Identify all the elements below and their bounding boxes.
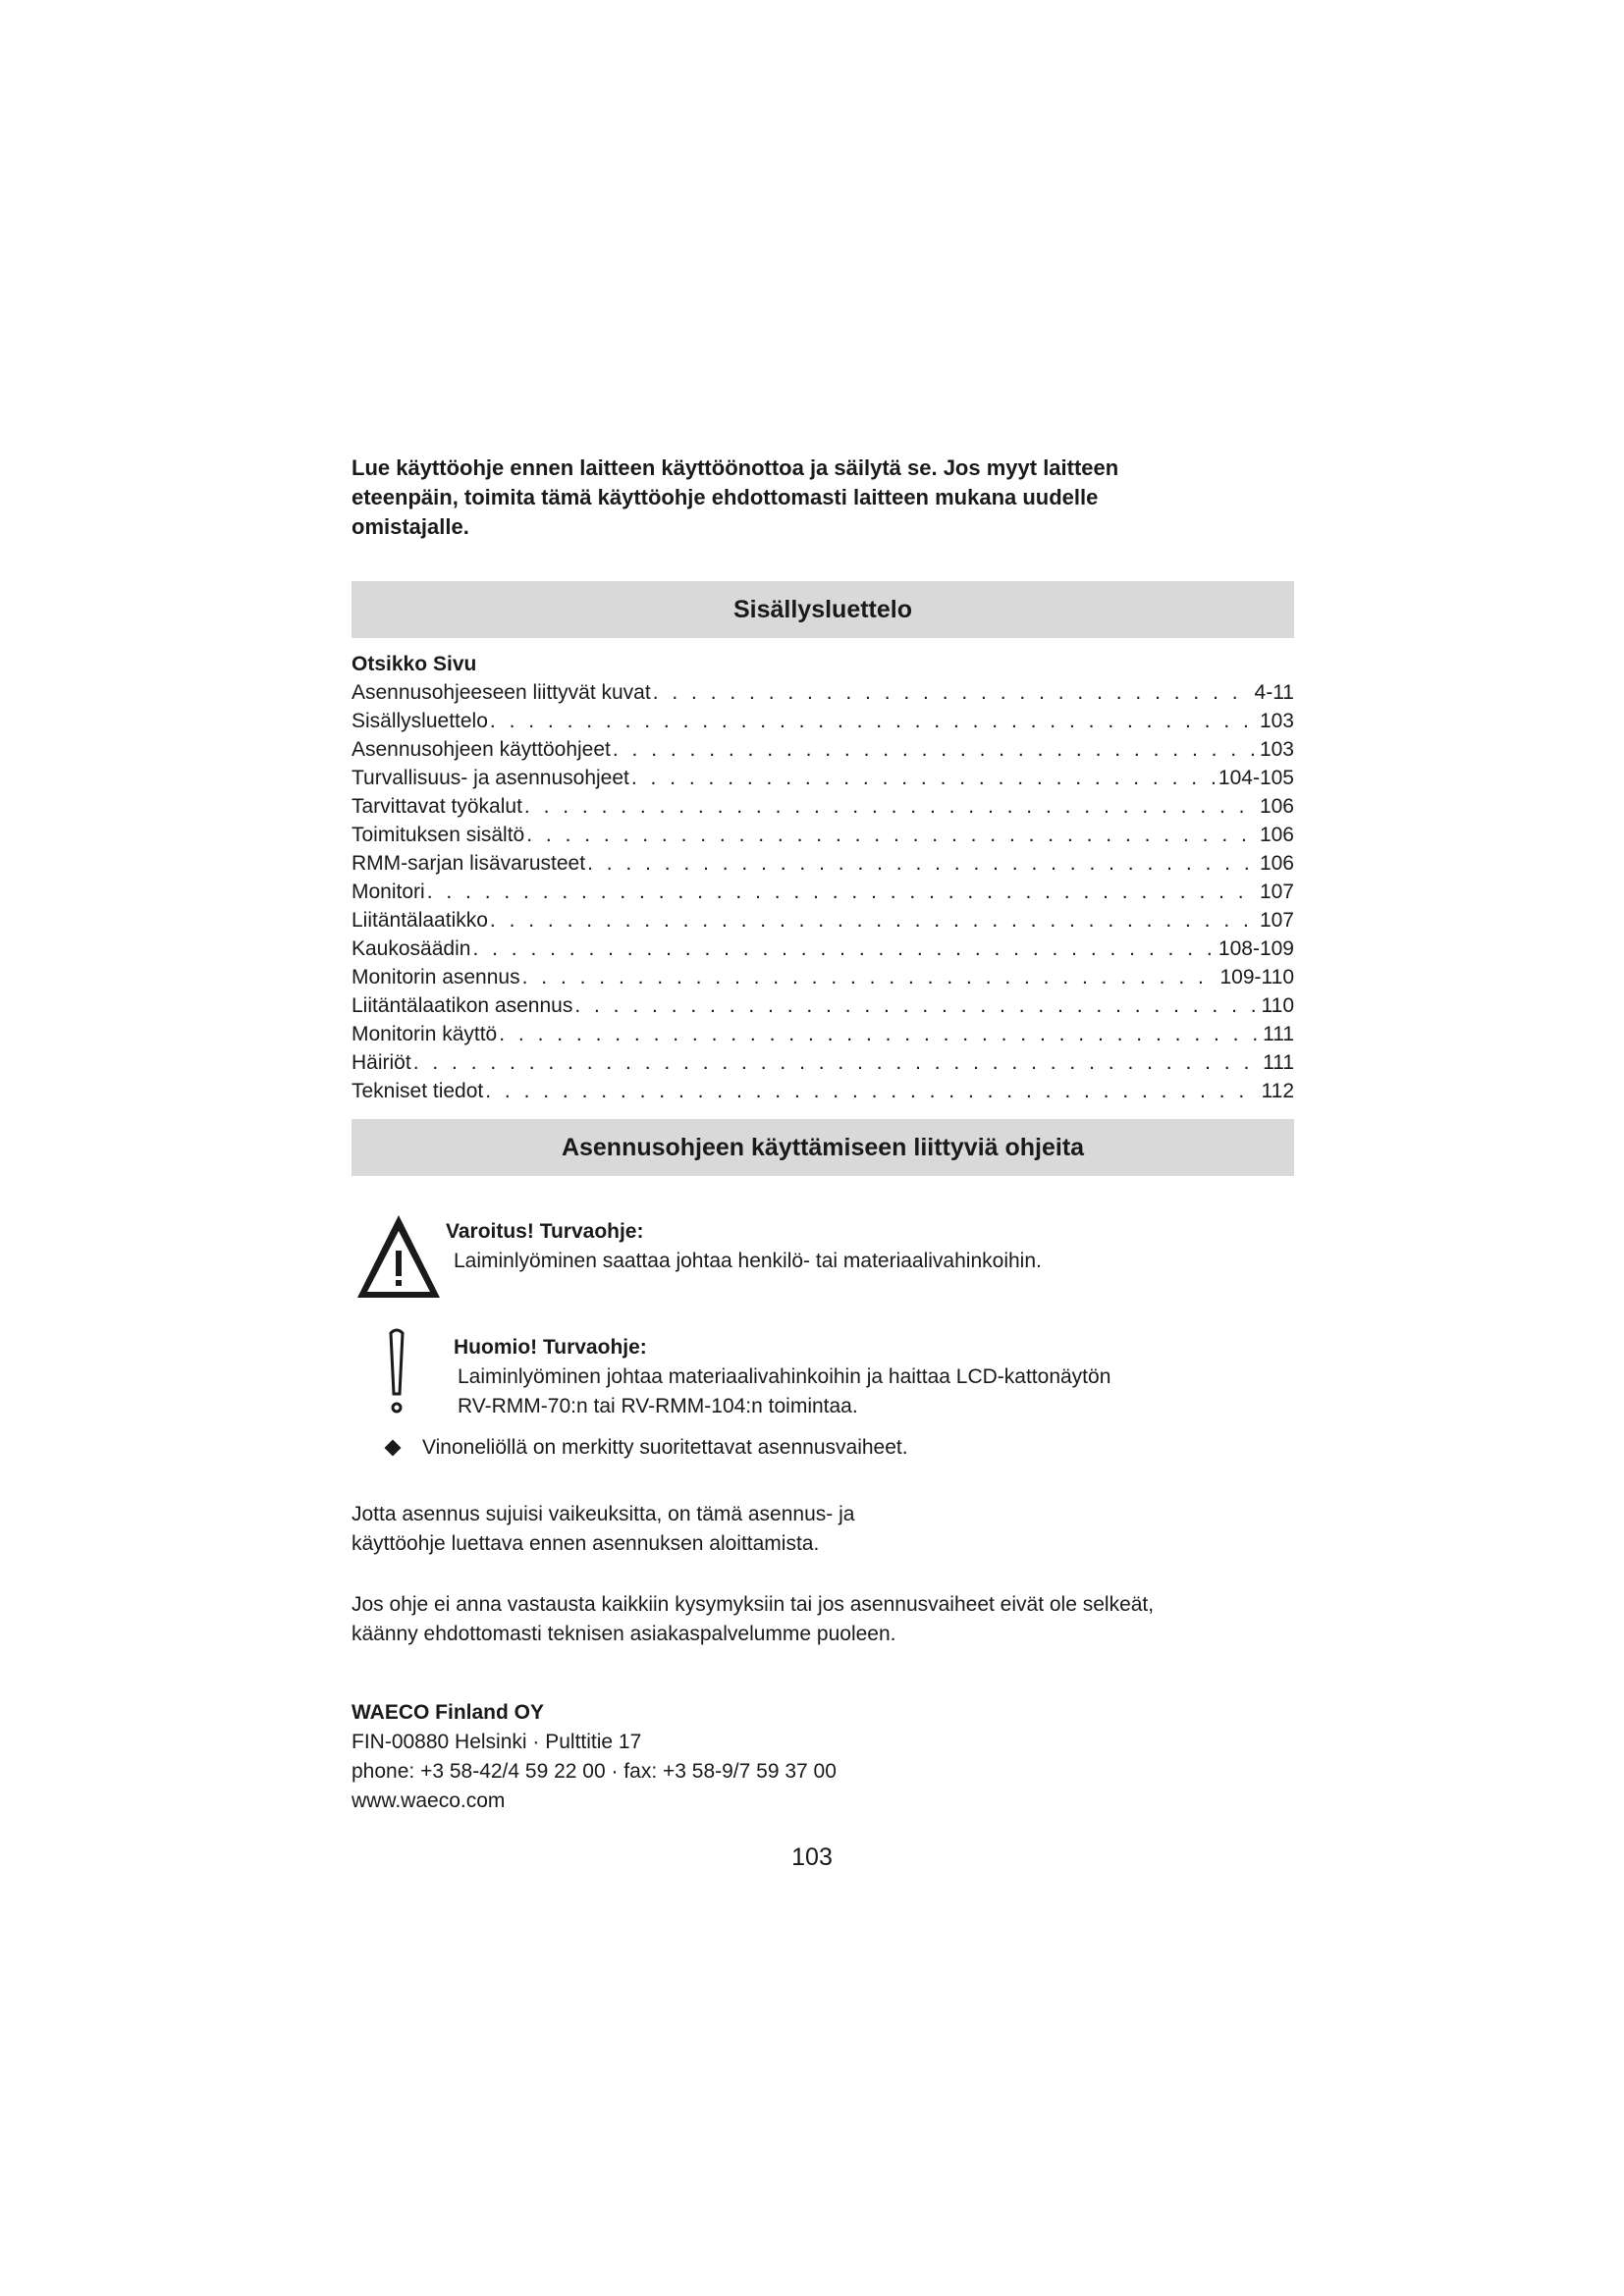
toc-entry	[352, 849, 1294, 878]
company-phone-fax: phone: +3 58-42/4 59 22 00 · fax: +3 58-9/7 59 37 00	[352, 1760, 837, 1783]
warning-notice	[352, 1211, 1294, 1306]
toc-entry	[352, 678, 1294, 707]
toc-header-title: Otsikko	[352, 653, 428, 675]
toc-dot-leader	[631, 764, 1217, 792]
toc-entry-title: Kaukosäädin	[352, 937, 471, 960]
intro-paragraph	[352, 454, 1294, 542]
toc-entry-title: Tarvittavat työkalut	[352, 795, 522, 818]
toc-entry-page: 107	[1259, 909, 1294, 932]
toc-dot-leader	[587, 849, 1258, 878]
toc-entry-page: 104-105	[1218, 767, 1294, 789]
toc-header-page: Sivu	[433, 653, 477, 675]
warning-title: Varoitus! Turvaohje:	[446, 1220, 644, 1243]
toc-entry-title: Häiriöt	[352, 1051, 411, 1074]
diamond-bullet-icon	[385, 1440, 402, 1457]
toc-entry	[352, 707, 1294, 735]
toc-dot-leader	[499, 1020, 1261, 1048]
toc-dot-leader	[574, 991, 1259, 1020]
toc-entry	[352, 1048, 1294, 1077]
warning-text-block	[446, 1217, 1042, 1276]
toc-dot-leader	[490, 906, 1258, 934]
toc-entry-page: 103	[1259, 738, 1294, 761]
step-legend	[352, 1433, 1294, 1463]
caution-text-block	[454, 1333, 1110, 1421]
toc-dot-leader	[524, 792, 1258, 821]
paragraph-line: Jotta asennus sujuisi vaikeuksitta, on tämä asennus- ja	[352, 1503, 855, 1525]
toc-dot-leader	[413, 1048, 1261, 1077]
toc-dot-leader	[653, 678, 1253, 707]
toc-dot-leader	[490, 707, 1258, 735]
toc-entry-title: Monitorin käyttö	[352, 1023, 498, 1045]
toc-entry	[352, 934, 1294, 963]
toc-entry-page: 111	[1263, 1023, 1294, 1045]
toc-entry	[352, 1020, 1294, 1048]
toc-dot-leader	[613, 735, 1258, 764]
paragraph	[352, 1590, 1294, 1649]
toc-entry-page: 108-109	[1218, 937, 1294, 960]
page-number: 103	[791, 1843, 833, 1871]
contact-block	[352, 1698, 1294, 1816]
toc-entry-title: Asennusohjeeseen liittyvät kuvat	[352, 681, 651, 704]
toc-entry-page: 110	[1261, 994, 1294, 1017]
toc-entry-page: 112	[1261, 1080, 1294, 1102]
toc-entry	[352, 906, 1294, 934]
paragraph	[352, 1500, 1294, 1559]
caution-text-line: RV-RMM-70:n tai RV-RMM-104:n toimintaa.	[458, 1395, 858, 1417]
toc-entry-title: Liitäntälaatikko	[352, 909, 488, 932]
toc-entry-page: 107	[1259, 881, 1294, 903]
toc-dot-leader	[427, 878, 1258, 906]
paragraph-line: Jos ohje ei anna vastausta kaikkiin kysymyksiin tai jos asennusvaiheet eivät ole selkeät,	[352, 1593, 1155, 1616]
toc-heading: Sisällysluettelo	[352, 581, 1294, 638]
toc-entry-title: Liitäntälaatikon asennus	[352, 994, 573, 1017]
toc-column-header	[352, 650, 1294, 678]
toc-entry-page: 109-110	[1219, 966, 1294, 988]
toc-entry	[352, 792, 1294, 821]
toc-entry-title: Monitori	[352, 881, 425, 903]
toc-entry	[352, 764, 1294, 792]
table-of-contents	[352, 650, 1294, 1105]
toc-dot-leader	[485, 1077, 1259, 1105]
toc-entry	[352, 963, 1294, 991]
toc-entry	[352, 735, 1294, 764]
usage-heading: Asennusohjeen käyttämiseen liittyviä ohjeita	[352, 1119, 1294, 1176]
intro-line: Lue käyttöohje ennen laitteen käyttöönottoa ja säilytä se. Jos myyt laitteen	[352, 455, 1119, 480]
warning-text: Laiminlyöminen saattaa johtaa henkilö- tai materiaalivahinkoihin.	[454, 1250, 1042, 1272]
warning-triangle-icon	[353, 1211, 444, 1302]
toc-dot-leader	[522, 963, 1218, 991]
toc-entry-page: 106	[1259, 852, 1294, 875]
toc-entry-page: 103	[1259, 710, 1294, 732]
toc-entry-title: Sisällysluettelo	[352, 710, 488, 732]
toc-entry-title: RMM-sarjan lisävarusteet	[352, 852, 586, 875]
company-website: www.waeco.com	[352, 1789, 506, 1812]
toc-entry-page: 4-11	[1254, 681, 1294, 704]
toc-entry-title: Asennusohjeen käyttöohjeet	[352, 738, 611, 761]
company-name: WAECO Finland OY	[352, 1701, 545, 1724]
paragraph-line: käänny ehdottomasti teknisen asiakaspalvelumme puoleen.	[352, 1623, 896, 1645]
toc-entry-page: 106	[1259, 795, 1294, 818]
toc-dot-leader	[526, 821, 1258, 849]
toc-entry	[352, 991, 1294, 1020]
document-page	[352, 454, 1294, 1816]
intro-line: eteenpäin, toimita tämä käyttöohje ehdottomasti laitteen mukana uudelle	[352, 485, 1099, 509]
toc-entry	[352, 821, 1294, 849]
toc-entry-title: Toimituksen sisältö	[352, 824, 525, 846]
caution-notice	[352, 1327, 1294, 1425]
toc-entry-title: Tekniset tiedot	[352, 1080, 484, 1102]
toc-entry	[352, 1077, 1294, 1105]
paragraph-line: käyttöohje luettava ennen asennuksen aloittamista.	[352, 1532, 820, 1555]
caution-text-line: Laiminlyöminen johtaa materiaalivahinkoihin ja haittaa LCD-kattonäytön	[458, 1365, 1111, 1388]
toc-entries	[352, 678, 1294, 1105]
toc-entry-page: 111	[1263, 1051, 1294, 1074]
toc-entry	[352, 878, 1294, 906]
intro-line: omistajalle.	[352, 514, 469, 539]
caution-title: Huomio! Turvaohje:	[454, 1336, 647, 1359]
toc-entry-title: Turvallisuus- ja asennusohjeet	[352, 767, 629, 789]
exclamation-icon	[385, 1327, 408, 1417]
toc-entry-title: Monitorin asennus	[352, 966, 520, 988]
company-address: FIN-00880 Helsinki · Pulttitie 17	[352, 1731, 642, 1753]
step-legend-text: Vinoneliöllä on merkitty suoritettavat asennusvaiheet.	[422, 1436, 908, 1459]
toc-dot-leader	[472, 934, 1216, 963]
toc-entry-page: 106	[1259, 824, 1294, 846]
